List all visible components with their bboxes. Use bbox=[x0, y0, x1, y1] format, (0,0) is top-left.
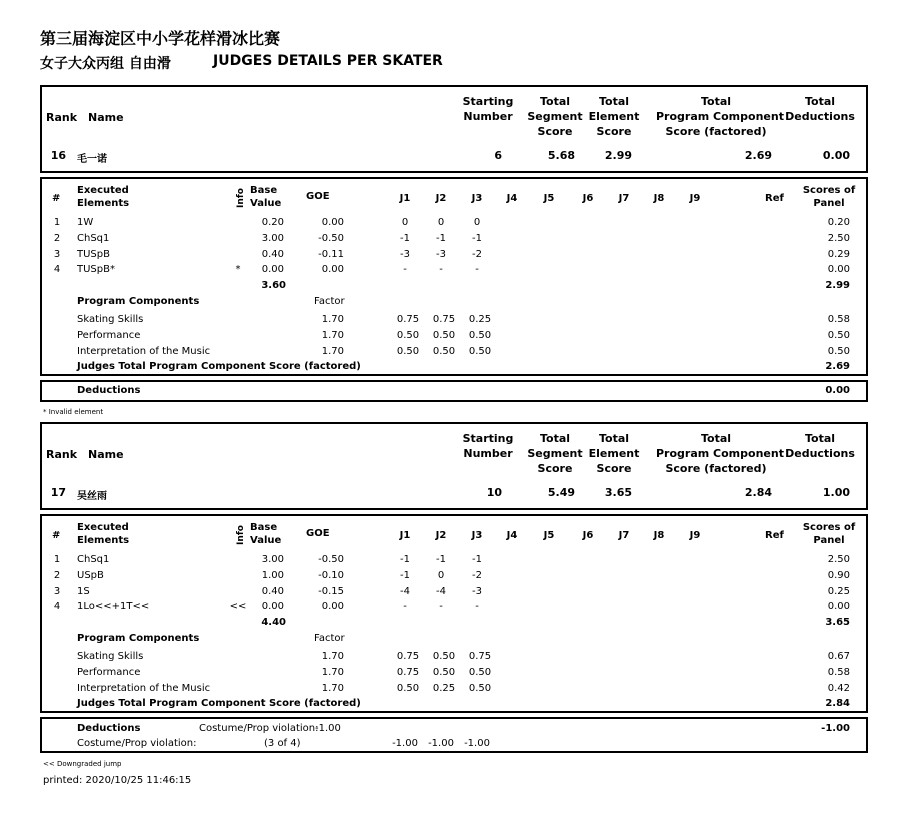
element-num: 4 bbox=[53, 264, 61, 276]
name-header: Name bbox=[88, 448, 124, 461]
component-panel: 0.42 bbox=[827, 682, 850, 694]
base-total: 3.60 bbox=[261, 280, 286, 291]
component-judge-j3: 0.50 bbox=[468, 345, 492, 357]
element-base: 1.00 bbox=[261, 569, 284, 581]
component-name: Performance bbox=[77, 666, 141, 678]
judge-header-j9: J9 bbox=[689, 530, 701, 541]
component-name: Interpretation of the Music bbox=[77, 682, 211, 694]
num-header: # bbox=[52, 530, 61, 541]
judge-header-j2: J2 bbox=[435, 530, 447, 541]
executed-header: Elements bbox=[77, 535, 130, 546]
total-pcs-header: Total bbox=[700, 432, 732, 445]
element-judge-j1: -1 bbox=[400, 569, 410, 581]
element-base: 3.00 bbox=[261, 554, 284, 565]
factor-header: Factor bbox=[314, 633, 345, 644]
costume-judge-j3: -1.00 bbox=[464, 738, 490, 749]
element-judge-j3: -3 bbox=[472, 585, 482, 597]
element-base: 3.00 bbox=[261, 232, 284, 244]
element-panel: 0.00 bbox=[827, 601, 850, 613]
component-judge-j3: 0.50 bbox=[468, 666, 492, 678]
judge-header-j4: J4 bbox=[506, 193, 518, 204]
component-factor: 1.70 bbox=[321, 651, 344, 662]
deductions-value: 0.00 bbox=[825, 385, 850, 396]
element-goe: 0.00 bbox=[321, 601, 344, 613]
rank-value: 16 bbox=[50, 149, 66, 162]
judge-header-j5: J5 bbox=[543, 193, 555, 204]
component-judge-j2: 0.50 bbox=[432, 666, 456, 678]
component-judge-j3: 0.50 bbox=[468, 329, 492, 341]
component-judge-j1: 0.50 bbox=[396, 682, 420, 694]
report-subtitle: JUDGES DETAILS PER SKATER bbox=[213, 53, 443, 69]
element-base: 0.40 bbox=[261, 248, 284, 260]
rank-header: Rank bbox=[46, 111, 78, 124]
component-name: Performance bbox=[77, 329, 141, 341]
executed-header: Elements bbox=[77, 198, 130, 209]
element-goe: -0.50 bbox=[318, 232, 344, 244]
starting-number-value: 6 bbox=[494, 149, 502, 162]
element-judge-j2: -1 bbox=[436, 554, 446, 565]
element-judge-j3: -2 bbox=[472, 569, 482, 581]
element-panel: 2.50 bbox=[827, 554, 850, 565]
element-num: 1 bbox=[53, 554, 61, 565]
page-title: 第三届海淀区中小学花样滑冰比赛 bbox=[40, 29, 281, 48]
element-judge-j3: -1 bbox=[472, 232, 482, 244]
element-num: 3 bbox=[53, 585, 61, 597]
total-segment-header: Total bbox=[539, 432, 571, 445]
base-header: Base bbox=[250, 522, 278, 533]
element-name: ChSq1 bbox=[77, 232, 110, 244]
element-name: 1W bbox=[77, 217, 94, 228]
base-total: 4.40 bbox=[261, 617, 286, 628]
judge-header-j9: J9 bbox=[689, 193, 701, 204]
total-pcs-header: Program Component bbox=[656, 110, 784, 123]
judge-header-j8: J8 bbox=[653, 193, 665, 204]
component-panel: 0.58 bbox=[827, 666, 850, 678]
total-pcs-header: Program Component bbox=[656, 447, 784, 460]
component-judge-j1: 0.75 bbox=[396, 666, 420, 678]
costume-judge-j1: -1.00 bbox=[392, 738, 418, 749]
element-judge-j1: -4 bbox=[400, 585, 410, 597]
skater-name: 毛一诺 bbox=[77, 154, 107, 165]
total-pcs-header: Score (factored) bbox=[665, 125, 767, 138]
judge-header-j7: J7 bbox=[618, 530, 630, 541]
num-header: # bbox=[52, 193, 61, 204]
program-components-label: Program Components bbox=[77, 296, 200, 307]
component-judge-j2: 0.50 bbox=[432, 651, 456, 662]
deductions-label: Deductions bbox=[77, 385, 141, 396]
scores-header: Panel bbox=[813, 535, 845, 546]
element-judge-j1: -1 bbox=[400, 232, 410, 244]
scores-header: Panel bbox=[813, 198, 845, 209]
component-judge-j3: 0.75 bbox=[468, 651, 492, 662]
base-header: Value bbox=[250, 198, 282, 209]
element-judge-j2: 0 bbox=[437, 217, 445, 228]
component-panel: 0.58 bbox=[827, 314, 850, 325]
judge-header-j1: J1 bbox=[399, 530, 411, 541]
goe-header: GOE bbox=[306, 191, 330, 202]
total-deductions-value: 1.00 bbox=[822, 486, 850, 499]
component-judge-j2: 0.50 bbox=[432, 329, 456, 341]
element-judge-j3: - bbox=[475, 601, 479, 613]
element-judge-j3: -2 bbox=[472, 248, 482, 260]
total-element-value: 3.65 bbox=[604, 486, 632, 499]
element-base: 0.20 bbox=[261, 217, 284, 228]
component-judge-j3: 0.50 bbox=[468, 682, 492, 694]
judges-total-label: Judges Total Program Component Score (factored) bbox=[77, 698, 361, 709]
total-segment-value: 5.49 bbox=[547, 486, 575, 499]
component-judge-j2: 0.75 bbox=[432, 314, 456, 325]
element-info: << bbox=[229, 601, 247, 613]
total-segment-header: Segment bbox=[527, 447, 583, 460]
component-name: Skating Skills bbox=[77, 651, 144, 662]
component-judge-j1: 0.75 bbox=[396, 651, 420, 662]
element-num: 2 bbox=[53, 569, 61, 581]
skater-name: 吴丝雨 bbox=[77, 491, 107, 502]
total-deductions-header: Total bbox=[804, 95, 836, 108]
judge-header-j6: J6 bbox=[582, 193, 594, 204]
total-pcs-value: 2.84 bbox=[744, 486, 772, 499]
element-goe: -0.50 bbox=[318, 554, 344, 565]
scores-header: Scores of bbox=[802, 185, 856, 196]
name-header: Name bbox=[88, 111, 124, 124]
scores-header: Scores of bbox=[802, 522, 856, 533]
element-judge-j1: - bbox=[403, 601, 407, 613]
element-judge-j3: 0 bbox=[473, 217, 481, 228]
element-name: ChSq1 bbox=[77, 554, 110, 565]
element-base: 0.00 bbox=[261, 601, 284, 613]
total-deductions-header: Deductions bbox=[785, 447, 855, 460]
deductions-value: -1.00 bbox=[821, 723, 850, 734]
element-judge-j2: - bbox=[439, 601, 443, 613]
total-segment-header: Score bbox=[537, 125, 573, 138]
element-goe: -0.11 bbox=[318, 248, 344, 260]
judge-header-j5: J5 bbox=[543, 530, 555, 541]
pcs-total: 2.69 bbox=[825, 361, 850, 372]
judge-header-j4: J4 bbox=[506, 530, 518, 541]
tes-total: 3.65 bbox=[825, 617, 850, 628]
starting-number-header: Number bbox=[463, 110, 513, 123]
element-base: 0.00 bbox=[261, 264, 284, 276]
costume-row-label: Costume/Prop violation: bbox=[77, 738, 197, 749]
element-judge-j2: 0 bbox=[437, 569, 445, 581]
element-name: TUSpB* bbox=[77, 264, 115, 276]
printed-timestamp: printed: 2020/10/25 11:46:15 bbox=[43, 775, 192, 786]
total-element-header: Element bbox=[588, 110, 640, 123]
ref-header: Ref bbox=[765, 193, 784, 204]
judge-header-j3: J3 bbox=[471, 193, 483, 204]
total-element-header: Score bbox=[596, 462, 632, 475]
executed-header: Executed bbox=[77, 185, 129, 196]
element-panel: 0.25 bbox=[827, 585, 850, 597]
judge-header-j1: J1 bbox=[399, 193, 411, 204]
judge-header-j2: J2 bbox=[435, 193, 447, 204]
element-panel: 2.50 bbox=[827, 232, 850, 244]
element-name: TUSpB bbox=[77, 248, 110, 260]
element-goe: 0.00 bbox=[321, 217, 344, 228]
costume-violation-label: Costume/Prop violation: bbox=[199, 723, 319, 734]
judge-header-j7: J7 bbox=[618, 193, 630, 204]
component-panel: 0.50 bbox=[827, 329, 850, 341]
component-judge-j1: 0.50 bbox=[396, 329, 420, 341]
element-num: 2 bbox=[53, 232, 61, 244]
rank-header: Rank bbox=[46, 448, 78, 461]
total-pcs-value: 2.69 bbox=[744, 149, 772, 162]
footnote: * Invalid element bbox=[43, 408, 104, 416]
component-judge-j2: 0.25 bbox=[432, 682, 456, 694]
component-factor: 1.70 bbox=[321, 345, 344, 357]
element-judge-j1: -1 bbox=[400, 554, 410, 565]
element-num: 4 bbox=[53, 601, 61, 613]
component-judge-j1: 0.75 bbox=[396, 314, 420, 325]
total-segment-value: 5.68 bbox=[547, 149, 575, 162]
costume-violation-value: -1.00 bbox=[315, 723, 341, 734]
event-subtitle: 女子大众丙组 自由滑 bbox=[40, 56, 171, 72]
element-panel: 0.20 bbox=[827, 217, 850, 228]
footnote: << Downgraded jump bbox=[43, 760, 122, 768]
executed-header: Executed bbox=[77, 522, 129, 533]
base-header: Value bbox=[250, 535, 282, 546]
element-panel: 0.90 bbox=[827, 569, 850, 581]
element-goe: -0.10 bbox=[318, 569, 344, 581]
component-name: Interpretation of the Music bbox=[77, 345, 211, 357]
component-factor: 1.70 bbox=[321, 682, 344, 694]
total-deductions-header: Deductions bbox=[785, 110, 855, 123]
element-num: 3 bbox=[53, 248, 61, 260]
element-num: 1 bbox=[53, 217, 61, 228]
component-factor: 1.70 bbox=[321, 329, 344, 341]
factor-header: Factor bbox=[314, 296, 345, 307]
component-panel: 0.50 bbox=[827, 345, 850, 357]
total-pcs-header: Total bbox=[700, 95, 732, 108]
component-panel: 0.67 bbox=[827, 651, 850, 662]
tes-total: 2.99 bbox=[825, 280, 850, 291]
starting-number-header: Number bbox=[463, 447, 513, 460]
element-goe: -0.15 bbox=[318, 585, 344, 597]
costume-judge-j2: -1.00 bbox=[428, 738, 454, 749]
total-element-header: Total bbox=[598, 95, 630, 108]
element-judge-j2: -1 bbox=[436, 232, 446, 244]
base-header: Base bbox=[250, 185, 278, 196]
total-segment-header: Total bbox=[539, 95, 571, 108]
element-name: 1S bbox=[77, 585, 90, 597]
deductions-label: Deductions bbox=[77, 723, 141, 734]
rank-value: 17 bbox=[50, 486, 66, 499]
info-header: Info bbox=[236, 188, 246, 208]
starting-number-value: 10 bbox=[486, 486, 502, 499]
judges-total-label: Judges Total Program Component Score (factored) bbox=[77, 361, 361, 372]
goe-header: GOE bbox=[306, 528, 330, 539]
element-judge-j1: - bbox=[403, 264, 407, 276]
element-judge-j1: -3 bbox=[400, 248, 410, 260]
element-judge-j3: - bbox=[475, 264, 479, 276]
component-factor: 1.70 bbox=[321, 666, 344, 678]
component-judge-j1: 0.50 bbox=[396, 345, 420, 357]
element-info: * bbox=[235, 264, 241, 276]
element-name: USpB bbox=[77, 569, 104, 581]
judge-header-j3: J3 bbox=[471, 530, 483, 541]
element-judge-j2: - bbox=[439, 264, 443, 276]
judge-header-j6: J6 bbox=[582, 530, 594, 541]
element-judge-j2: -4 bbox=[436, 585, 446, 597]
element-panel: 0.00 bbox=[827, 264, 850, 276]
element-goe: 0.00 bbox=[321, 264, 344, 276]
total-deductions-header: Total bbox=[804, 432, 836, 445]
element-judge-j1: 0 bbox=[401, 217, 409, 228]
total-element-header: Total bbox=[598, 432, 630, 445]
component-name: Skating Skills bbox=[77, 314, 144, 325]
pcs-total: 2.84 bbox=[825, 698, 850, 709]
info-header: Info bbox=[236, 525, 246, 545]
total-deductions-value: 0.00 bbox=[822, 149, 850, 162]
component-factor: 1.70 bbox=[321, 314, 344, 325]
component-judge-j3: 0.25 bbox=[468, 314, 492, 325]
starting-number-header: Starting bbox=[462, 95, 514, 108]
total-element-header: Score bbox=[596, 125, 632, 138]
element-name: 1Lo<<+1T<< bbox=[77, 601, 150, 613]
costume-row-count: (3 of 4) bbox=[264, 738, 301, 749]
ref-header: Ref bbox=[765, 530, 784, 541]
element-panel: 0.29 bbox=[827, 248, 850, 260]
element-base: 0.40 bbox=[261, 585, 284, 597]
starting-number-header: Starting bbox=[462, 432, 514, 445]
total-pcs-header: Score (factored) bbox=[665, 462, 767, 475]
total-element-header: Element bbox=[588, 447, 640, 460]
deductions-box bbox=[40, 380, 868, 402]
element-judge-j2: -3 bbox=[436, 248, 446, 260]
total-element-value: 2.99 bbox=[604, 149, 632, 162]
total-segment-header: Segment bbox=[527, 110, 583, 123]
judge-header-j8: J8 bbox=[653, 530, 665, 541]
program-components-label: Program Components bbox=[77, 633, 200, 644]
component-judge-j2: 0.50 bbox=[432, 345, 456, 357]
element-judge-j3: -1 bbox=[472, 554, 482, 565]
total-segment-header: Score bbox=[537, 462, 573, 475]
